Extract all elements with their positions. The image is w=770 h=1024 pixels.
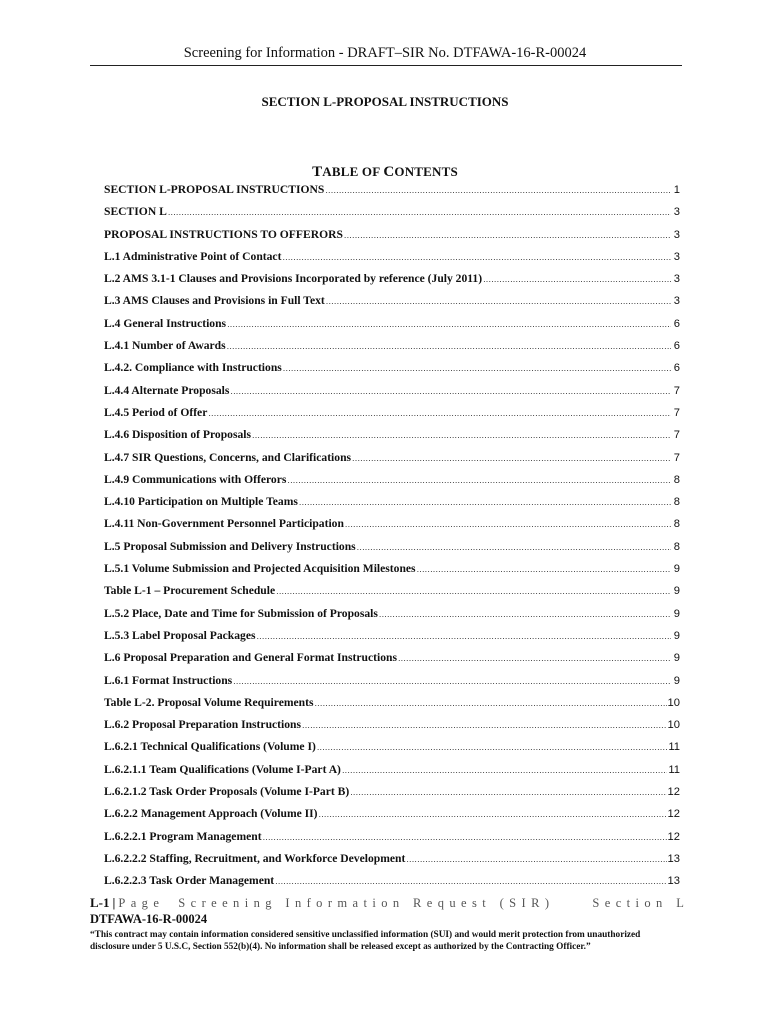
toc-entry-label[interactable]: L.6 Proposal Preparation and General Format Instructions xyxy=(104,651,397,665)
toc-entry-page[interactable]: 7 xyxy=(673,384,680,397)
toc-entry-page[interactable]: 6 xyxy=(673,340,680,353)
footer-page-number: L-1 xyxy=(90,895,110,910)
toc-entry-page[interactable]: 9 xyxy=(673,674,680,687)
toc-entry-page[interactable]: 12 xyxy=(667,808,680,821)
toc-entry-label[interactable]: L.6.2.2 Management Approach (Volume II) xyxy=(104,807,318,821)
footer-doc-type: Screening Information Request (SIR) xyxy=(178,896,555,910)
toc-heading xyxy=(0,164,770,181)
toc-entry[interactable] xyxy=(104,740,680,762)
toc-dot-leader xyxy=(406,854,666,864)
toc-entry-label[interactable]: Table L-1 – Procurement Schedule xyxy=(104,584,276,598)
toc-entry[interactable] xyxy=(104,406,680,428)
toc-entry-page[interactable]: 1 xyxy=(673,184,680,196)
toc-entry-page[interactable]: 3 xyxy=(673,273,680,286)
toc-entry-label[interactable]: PROPOSAL INSTRUCTIONS TO OFFERORS xyxy=(104,227,343,241)
toc-dot-leader xyxy=(275,876,666,886)
toc-entry[interactable] xyxy=(104,763,680,785)
toc-entry-label[interactable]: L.4.9 Communications with Offerors xyxy=(104,472,287,486)
toc-dot-leader xyxy=(483,274,671,284)
toc-entry-page[interactable]: 10 xyxy=(667,719,680,732)
toc-entry-label[interactable]: L.4.6 Disposition of Proposals xyxy=(104,428,251,442)
toc-entry-page[interactable]: 9 xyxy=(673,629,680,642)
toc-entry-label[interactable]: L.6.2.2.2 Staffing, Recruitment, and Workforce Development xyxy=(104,851,406,865)
toc-entry-page[interactable]: 7 xyxy=(673,451,680,464)
table-of-contents xyxy=(104,183,680,897)
toc-entry-label[interactable]: L.3 AMS Clauses and Provisions in Full Text xyxy=(104,294,325,308)
footer-section: Section L xyxy=(592,896,690,910)
toc-entry[interactable] xyxy=(104,874,680,896)
header-title: Screening for Information - DRAFT–SIR No. DTFAWA-16-R-00024 xyxy=(183,45,587,61)
toc-entry-label[interactable]: L.5.3 Label Proposal Packages xyxy=(104,628,256,642)
toc-entry[interactable] xyxy=(104,807,680,829)
toc-entry-label[interactable]: L.4.11 Non-Government Personnel Participation xyxy=(104,517,344,531)
toc-entry[interactable] xyxy=(104,607,680,629)
toc-entry[interactable] xyxy=(104,562,680,584)
toc-heading-initial-t: T xyxy=(312,164,323,180)
toc-entry-label[interactable]: L.4.7 SIR Questions, Concerns, and Clarifications xyxy=(104,450,352,464)
toc-dot-leader xyxy=(230,386,671,396)
toc-entry[interactable] xyxy=(104,540,680,562)
toc-dot-leader xyxy=(287,475,671,485)
toc-entry-label[interactable]: L.6.2 Proposal Preparation Instructions xyxy=(104,718,301,732)
toc-entry-label[interactable]: SECTION L-PROPOSAL INSTRUCTIONS xyxy=(104,183,325,196)
toc-entry-page[interactable]: 13 xyxy=(667,875,680,888)
toc-dot-leader xyxy=(344,230,671,240)
toc-dot-leader xyxy=(342,765,667,775)
toc-entry-label[interactable]: L.6.2.1.2 Task Order Proposals (Volume I-Part B) xyxy=(104,785,350,799)
toc-entry-page[interactable]: 7 xyxy=(673,406,680,419)
toc-entry[interactable] xyxy=(104,696,680,718)
toc-entry-page[interactable]: 9 xyxy=(673,563,680,576)
toc-entry-label[interactable]: L.4.4 Alternate Proposals xyxy=(104,383,230,397)
toc-entry[interactable] xyxy=(104,473,680,495)
toc-dot-leader xyxy=(299,497,671,507)
toc-dot-leader xyxy=(227,319,671,329)
toc-dot-leader xyxy=(350,787,666,797)
toc-entry[interactable] xyxy=(104,250,680,272)
toc-entry-label[interactable]: L.4 General Instructions xyxy=(104,316,227,330)
toc-entry[interactable] xyxy=(104,517,680,539)
toc-entry-label[interactable]: L.5.2 Place, Date and Time for Submission of Proposals xyxy=(104,606,378,620)
toc-entry[interactable] xyxy=(104,272,680,294)
toc-entry-label[interactable]: L.6.1 Format Instructions xyxy=(104,673,233,687)
toc-dot-leader xyxy=(168,207,671,217)
toc-entry[interactable] xyxy=(104,205,680,227)
toc-entry[interactable] xyxy=(104,830,680,852)
toc-entry-page[interactable]: 8 xyxy=(673,496,680,509)
toc-entry-label[interactable]: L.4.1 Number of Awards xyxy=(104,339,226,353)
toc-entry-label[interactable]: L.6.2.1 Technical Qualifications (Volume I) xyxy=(104,740,316,754)
toc-entry-label[interactable]: L.4.5 Period of Offer xyxy=(104,405,208,419)
footer-notice: “This contract may contain information considered sensitive unclassified information (SUI) and would merit protection from unauthorized disclosure under 5 U.S.C, Section 552(b)(4). No information shall be released except as authorized by the Contracting Officer.” xyxy=(90,930,641,952)
toc-entry[interactable] xyxy=(104,339,680,361)
toc-entry-page[interactable]: 6 xyxy=(673,317,680,330)
toc-heading-initial-c: C xyxy=(383,164,395,180)
toc-entry-page[interactable]: 9 xyxy=(673,652,680,665)
toc-entry-label[interactable]: L.1 Administrative Point of Contact xyxy=(104,249,282,263)
toc-entry-page[interactable]: 12 xyxy=(667,830,680,843)
header-rule xyxy=(90,65,682,66)
toc-heading-part1: ABLE OF xyxy=(322,164,384,179)
toc-dot-leader xyxy=(302,720,667,730)
toc-dot-leader xyxy=(256,631,671,641)
footer-separator: | xyxy=(112,895,116,910)
toc-dot-leader xyxy=(317,742,668,752)
toc-entry-page[interactable]: 3 xyxy=(673,228,680,241)
toc-entry-label[interactable]: Table L-2. Proposal Volume Requirements xyxy=(104,695,314,709)
toc-entry[interactable] xyxy=(104,361,680,383)
toc-dot-leader xyxy=(276,586,671,596)
page-header xyxy=(90,45,680,62)
toc-dot-leader xyxy=(357,542,671,552)
toc-dot-leader xyxy=(252,430,671,440)
toc-dot-leader xyxy=(282,252,671,262)
toc-heading-part2: ONTENTS xyxy=(394,164,458,179)
toc-entry-page[interactable]: 3 xyxy=(673,206,680,219)
toc-entry-label[interactable]: L.5.1 Volume Submission and Projected Acquisition Milestones xyxy=(104,562,416,576)
toc-dot-leader xyxy=(208,408,671,418)
toc-entry-label[interactable]: L.6.2.2.1 Program Management xyxy=(104,829,262,843)
footer-line xyxy=(90,895,690,911)
toc-entry-page[interactable]: 3 xyxy=(673,295,680,308)
toc-dot-leader xyxy=(417,564,671,574)
toc-dot-leader xyxy=(345,519,671,529)
toc-entry-page[interactable]: 11 xyxy=(668,741,680,754)
toc-dot-leader xyxy=(283,363,671,373)
toc-dot-leader xyxy=(398,653,671,663)
toc-entry-page[interactable]: 13 xyxy=(667,852,680,865)
toc-entry-page[interactable]: 7 xyxy=(673,429,680,442)
toc-entry[interactable] xyxy=(104,428,680,450)
toc-entry-page[interactable]: 12 xyxy=(667,786,680,799)
toc-entry-page[interactable]: 6 xyxy=(673,362,680,375)
toc-entry[interactable] xyxy=(104,495,680,517)
toc-dot-leader xyxy=(379,609,671,619)
toc-entry[interactable] xyxy=(104,674,680,696)
toc-entry[interactable] xyxy=(104,852,680,874)
toc-entry[interactable] xyxy=(104,584,680,606)
toc-entry-label[interactable]: SECTION L xyxy=(104,205,167,219)
toc-entry[interactable] xyxy=(104,651,680,673)
toc-entry-page[interactable]: 8 xyxy=(673,518,680,531)
toc-entry[interactable] xyxy=(104,294,680,316)
toc-dot-leader xyxy=(326,296,671,306)
toc-dot-leader xyxy=(314,698,666,708)
toc-dot-leader xyxy=(319,809,667,819)
toc-entry-page[interactable]: 10 xyxy=(667,696,680,709)
section-title: SECTION L-PROPOSAL INSTRUCTIONS xyxy=(261,94,509,109)
toc-entry-page[interactable]: 11 xyxy=(668,763,680,776)
toc-dot-leader xyxy=(352,453,671,463)
toc-entry[interactable] xyxy=(104,718,680,740)
toc-entry-page[interactable]: 8 xyxy=(673,540,680,553)
toc-dot-leader xyxy=(325,185,671,195)
toc-entry[interactable] xyxy=(104,183,680,205)
toc-entry-label[interactable]: L.6.2.1.1 Team Qualifications (Volume I-Part A) xyxy=(104,762,341,776)
toc-entry-page[interactable]: 3 xyxy=(673,250,680,263)
toc-dot-leader xyxy=(233,676,671,686)
toc-entry-label[interactable]: L.6.2.2.3 Task Order Management xyxy=(104,874,275,888)
toc-dot-leader xyxy=(263,832,667,842)
footer-page-word: Page xyxy=(118,896,165,910)
toc-entry[interactable] xyxy=(104,317,680,339)
toc-entry-label[interactable]: L.2 AMS 3.1-1 Clauses and Provisions Incorporated by reference (July 2011) xyxy=(104,272,483,286)
toc-entry-label[interactable]: L.4.10 Participation on Multiple Teams xyxy=(104,495,298,509)
toc-dot-leader xyxy=(227,341,671,351)
toc-entry[interactable] xyxy=(104,228,680,250)
toc-entry-page[interactable]: 9 xyxy=(673,607,680,620)
page-footer xyxy=(90,895,690,953)
toc-entry-label[interactable]: L.4.2. Compliance with Instructions xyxy=(104,361,282,375)
toc-entry[interactable] xyxy=(104,451,680,473)
toc-entry-page[interactable]: 8 xyxy=(673,473,680,486)
toc-entry[interactable] xyxy=(104,384,680,406)
toc-entry-label[interactable]: L.5 Proposal Submission and Delivery Instructions xyxy=(104,539,356,553)
toc-entry-page[interactable]: 9 xyxy=(673,585,680,598)
toc-entry[interactable] xyxy=(104,785,680,807)
toc-entry[interactable] xyxy=(104,629,680,651)
footer-sir-number: DTFAWA-16-R-00024 xyxy=(90,912,208,926)
